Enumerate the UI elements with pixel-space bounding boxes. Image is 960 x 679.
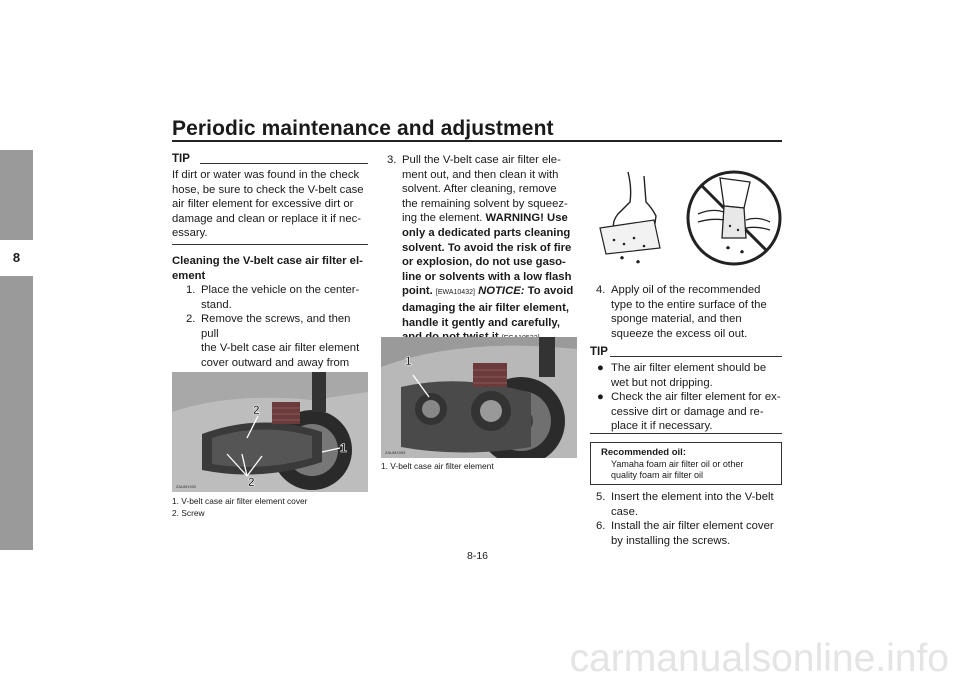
chapter-number: 8 <box>0 240 33 276</box>
svg-text:1: 1 <box>405 354 412 368</box>
step-5: 5. Insert the element into the V-belt case. <box>596 491 774 518</box>
page-number: 8-16 <box>467 550 489 562</box>
step-6: 6. Install the air filter element cover by installing the screws. <box>596 520 774 547</box>
tip-rule-top <box>200 163 368 164</box>
svg-text:2: 2 <box>248 475 255 489</box>
tip-bullets: ● The air filter element should be wet but not dripping. ● Check the air filter element for ex- cessive dirt or damage and re- place it if necessary. <box>597 362 781 433</box>
step-1: 1. Place the vehicle on the center- stand. <box>186 284 360 311</box>
svg-text:carmanualsonline.info: carmanualsonline.info <box>569 637 949 679</box>
step-4: 4. Apply oil of the recommended type to the entire surface of the sponge material, and then squeeze the excess oil out. <box>596 284 767 340</box>
mid-figure-caption: 1. V-belt case air filter element <box>381 461 494 471</box>
step-2: 2. Remove the screws, and then pull the V-belt case air filter element cover outward and away from <box>186 313 360 369</box>
tip-right-rule-top <box>610 356 782 357</box>
tip-label: TIP <box>172 153 190 165</box>
page-title: Periodic maintenance and adjustment <box>172 117 554 140</box>
step-3: 3. Pull the V-belt case air filter ele- ment out, and then clean it with solvent. After cleaning, remove the remaining solvent by squeez- ing the element. WARNING! Use only a dedicated parts cleaning solvent. To avoid the risk of fire or explosion, do not use gaso- line or solvents with a low flash point. [EWA10432] NOTICE: To avoid damaging the air filter element, handle it gently and carefully, <box>387 154 574 329</box>
v-belt-cover-figure <box>172 372 368 492</box>
title-rule <box>172 140 782 142</box>
svg-text:ZAUM1993: ZAUM1993 <box>385 450 406 455</box>
air-filter-element-figure <box>381 337 577 458</box>
tip-rule-bottom <box>172 244 368 245</box>
oil-box-label: Recommended oil: <box>601 447 686 458</box>
recommended-oil-box <box>590 442 782 485</box>
svg-text:1: 1 <box>340 441 347 455</box>
svg-text:2: 2 <box>253 403 260 417</box>
tip-label-right: TIP <box>590 346 608 358</box>
tip-right-rule-bottom <box>590 433 782 434</box>
section-heading: Cleaning the V-belt case air filter el- ement <box>172 255 363 282</box>
oil-box-text: Yamaha foam air filter oil or other quality foam air filter oil <box>611 459 744 480</box>
squeeze-illustration <box>590 168 782 268</box>
svg-text:ZAUM1992: ZAUM1992 <box>176 484 197 489</box>
tip-text: If dirt or water was found in the check hose, be sure to check the V-belt case air filter element for excessive dirt or damage and clean or replace it if nec- essary. <box>172 169 364 240</box>
chapter-tab <box>0 150 33 550</box>
left-figure-captions: 1. V-belt case air filter element cover 2. Screw <box>172 496 308 518</box>
